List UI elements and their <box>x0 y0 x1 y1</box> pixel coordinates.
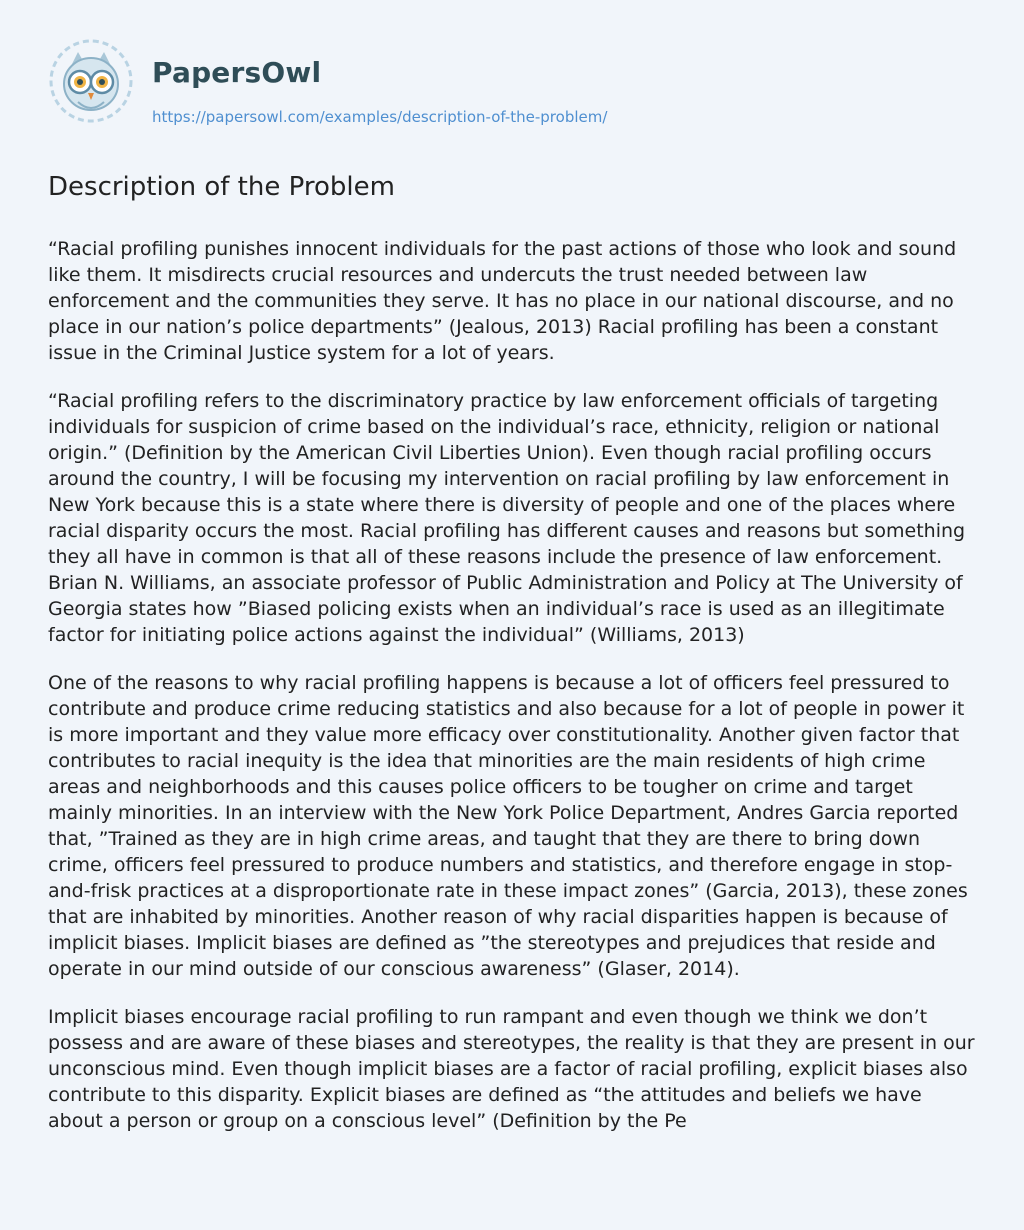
brand-name[interactable]: PapersOwl <box>152 56 322 89</box>
page-header <box>0 0 1024 160</box>
source-url-link[interactable]: https://papersowl.com/examples/description-of-the-problem/ <box>152 108 608 126</box>
paragraph-1: “Racial profiling punishes innocent individuals for the past actions of those who look and sound like them. It misdirects crucial resources and undercuts the trust needed between law enforcement and the communities they serve. It has no place in our national discourse, and no place in our nation’s police departments” (Jealous, 2013) Racial profiling has been a constant issue in the Criminal Justice system for a lot of years. <box>48 238 957 364</box>
page-title: Description of the Problem <box>48 172 395 202</box>
paragraph-2: “Racial profiling refers to the discriminatory practice by law enforcement officials of targeting individuals for suspicion of crime based on the individual’s race, ethnicity, religion or national origin.” (Definition by the American Civil Liberties Union). Even though racial profiling occurs around the country, I will be focusing my intervention on racial profiling by law enforcement in New York because this is a state where there is diversity of people and one of the places where racial disparity occurs the most. Racial profiling has different causes and reasons but something they all have in common is that all of these reasons include the presence of law enforcement. Brian N. Williams, an associate professor of Public Administration and Policy at The University of Georgia states how ”Biased policing exists when an individual’s race is used as an illegitimate factor for initiating police actions against the individual” (Williams, 2013) <box>48 390 966 646</box>
paragraph-3: One of the reasons to why racial profiling happens is because a lot of officers feel pressured to contribute and produce crime reducing statistics and also because for a lot of people in power it is more important and they value more efficacy over constitutionality. Another given factor that contributes to racial inequity is the idea that minorities are the main residents of high crime areas and neighborhoods and this causes police officers to be tougher on crime and target mainly minorities. In an interview with the New York Police Department, Andres Garcia reported that, ”Trained as they are in high crime areas, and taught that they are there to bring down crime, officers feel pressured to produce numbers and statistics, and therefore engage in stop-and-frisk practices at a disproportionate rate in these impact zones” (Garcia, 2013), these zones that are inhabited by minorities. Another reason of why racial disparities happen is because of implicit biases. Implicit biases are defined as ”the stereotypes and prejudices that reside and operate in our mind outside of our conscious awareness” (Glaser, 2014). <box>48 672 968 980</box>
essay-body <box>48 236 980 1216</box>
paragraph-4: Implicit biases encourage racial profiling to run rampant and even though we think we don’t possess and are aware of these biases and stereotypes, the reality is that they are present in our unconscious mind. Even though implicit biases are a factor of racial profiling, explicit biases also contribute to this disparity. Explicit biases are defined as “the attitudes and beliefs we have about a person or group on a conscious level” (Definition by the Pe <box>48 1006 975 1132</box>
owl-logo-icon[interactable] <box>48 38 134 124</box>
owl-logo-graphic <box>48 38 134 124</box>
